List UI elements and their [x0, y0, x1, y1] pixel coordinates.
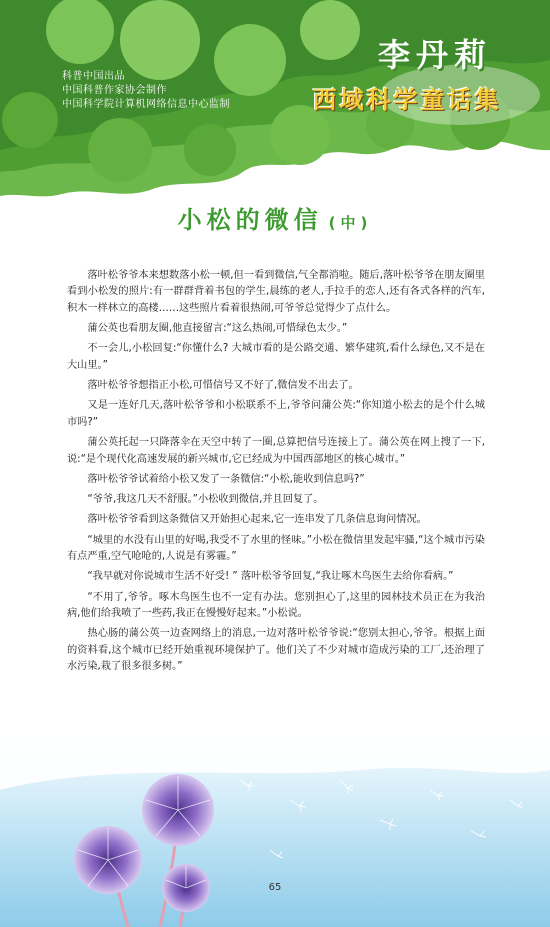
paragraph: “我早就对你说城市生活不好受! ” 落叶松爷爷回复,“我让啄木鸟医生去给你看病。”: [87, 571, 454, 583]
publisher-credits: [62, 70, 262, 112]
paragraph: 落叶松爷爷想指正小松,可惜信号又不好了,微信发不出去了。: [87, 380, 359, 392]
paragraph: 不一会儿,小松回复:“你懂什么? 大城市看的是公路交通、繁华建筑,看什么绿色,又不是在大山里。”: [67, 343, 485, 371]
paragraph: 蒲公英托起一只降落伞在天空中转了一圈,总算把信号连接上了。蒲公英在网上搜了一下,说:“是个现代化高速发展的新兴城市,它已经成为中国西部地区的核心城市。”: [67, 437, 485, 465]
series-author-logo: 李丹莉: [377, 36, 492, 74]
series-title-logo: 西域科学童话集: [312, 86, 502, 114]
paragraph: 蒲公英也看朋友圈,他直接留言:“这么热闹,可惜绿色太少。”: [87, 323, 348, 335]
paragraph: 热心肠的蒲公英一边查网络上的消息,一边对落叶松爷爷说:“您别太担心,爷爷。根据上面的资料看,这个城市已经开始重视环境保护了。他们关了不少对城市造成污染的工厂,还治理了水污染,栽了很多很多树。”: [67, 628, 485, 673]
footer-dandelion-illustration: [0, 720, 550, 927]
org-line-maker: 中国科普作家协会制作: [62, 85, 167, 96]
paragraph: 落叶松爷爷试着给小松又发了一条微信:“小松,能收到信息吗?”: [87, 473, 365, 485]
org-line-producer: 科普中国出品: [62, 71, 125, 82]
paragraph: “不用了,爷爷。啄木鸟医生也不一定有办法。您别担心了,这里的园林技术员正在为我治病,他们给我喷了一些药,我正在慢慢好起来。”小松说。: [67, 591, 485, 620]
org-line-supervisor: 中国科学院计算机网络信息中心监制: [62, 99, 230, 110]
paragraph: “爷爷,我这几天不舒服。”小松收到微信,并且回复了。: [87, 494, 324, 506]
paragraph: “城里的水没有山里的好喝,我受不了水里的怪味。”小松在微信里发起牢骚,“这个城市污染有点严重,空气呛呛的,人说是有雾霾。”: [67, 534, 485, 563]
story-title-text: 小松的微信: [177, 206, 323, 234]
story-body: [67, 268, 485, 680]
page-number: 65: [268, 882, 282, 893]
story-title: [0, 200, 550, 235]
story-part-label: (中): [328, 214, 373, 232]
paragraph: 又是一连好几天,落叶松爷爷和小松联系不上,爷爷问蒲公英:“你知道小松去的是个什么城市吗?”: [67, 400, 485, 428]
paragraph: 落叶松爷爷看到这条微信又开始担心起来,它一连串发了几条信息询问情况。: [87, 514, 427, 526]
paragraph: 落叶松爷爷本来想数落小松一顿,但一看到微信,气全都消啦。随后,落叶松爷爷在朋友圈里看到小松发的照片:有一群群背着书包的学生,晨练的老人,手拉手的恋人,还有各式各样的汽车,积木一样林立的高楼……这些照片看着很热闹,可爷爷总觉得少了点什么。: [67, 270, 485, 314]
